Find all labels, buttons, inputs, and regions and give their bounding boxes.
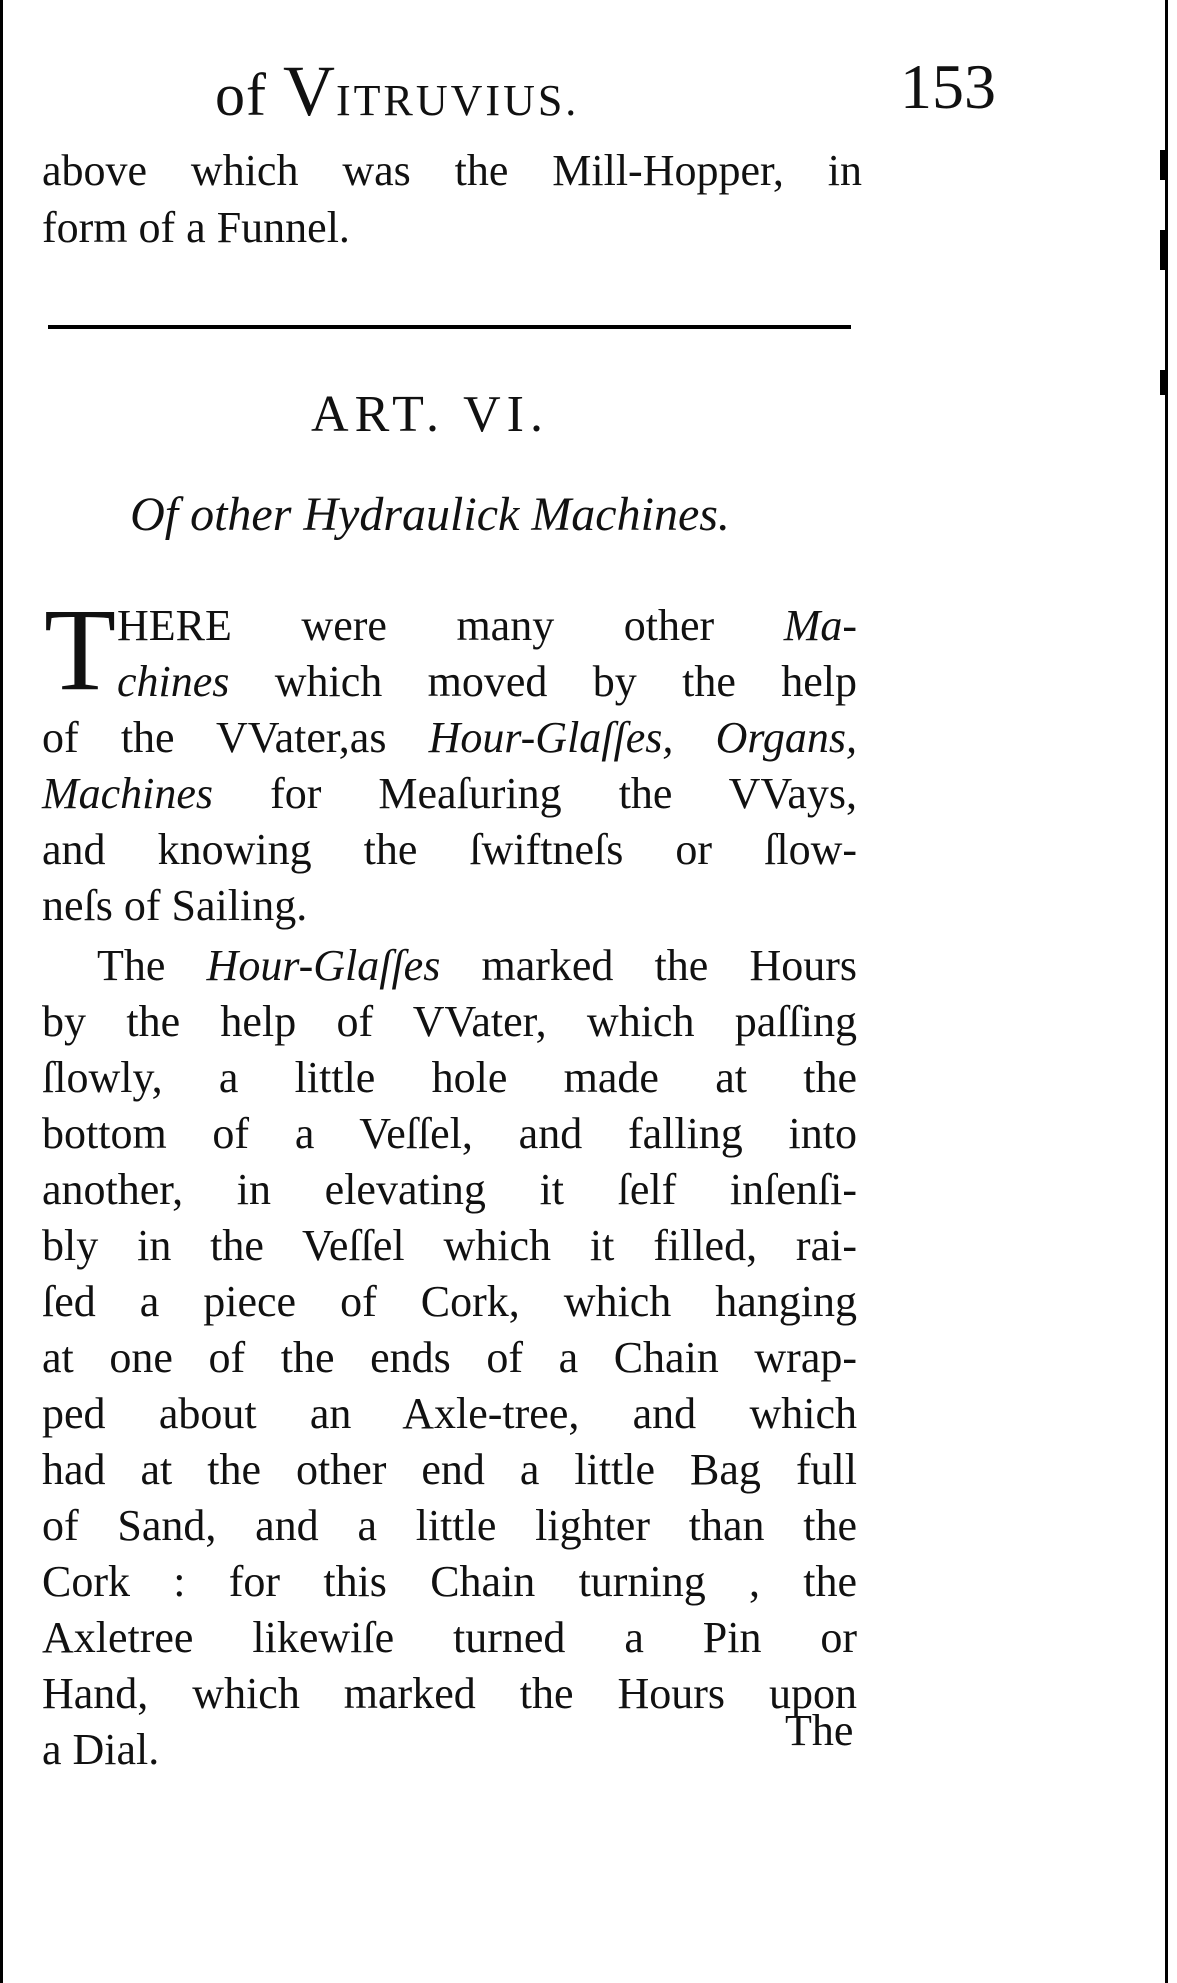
text-line: form of a Funnel. xyxy=(42,203,350,252)
text-line: ped about an Axle-tree, and which xyxy=(42,1389,857,1438)
running-title: of VITRUVIUS. xyxy=(215,51,580,131)
text-line: another, in elevating it ſelf inſenſi- xyxy=(42,1165,857,1214)
page-edge xyxy=(1165,0,1168,1983)
text-line: neſs of Sailing. xyxy=(42,881,308,930)
text-line: at one of the ends of a Chain wrap- xyxy=(42,1333,857,1382)
text-line: of the VVater,as Hour-Glaſſes, Organs, xyxy=(42,713,857,762)
text-line: Axletree likewiſe turned a Pin or xyxy=(42,1613,857,1662)
text-line: bottom of a Veſſel, and falling into xyxy=(42,1109,857,1158)
text-line: chines which moved by the help xyxy=(117,657,857,706)
text-line: ſed a piece of Cork, which hanging xyxy=(42,1277,857,1326)
edge-mark xyxy=(1160,230,1167,270)
catchword: The xyxy=(785,1706,854,1755)
page-number: 153 xyxy=(900,51,996,122)
text-line: The Hour-Glaſſes marked the Hours xyxy=(97,941,857,990)
paragraph xyxy=(42,938,857,1778)
edge-mark xyxy=(1160,370,1167,395)
text-line: had at the other end a little Bag full xyxy=(42,1445,857,1494)
section-rule xyxy=(48,325,851,329)
body-text xyxy=(42,584,857,1778)
text-line: by the help of VVater, which paſſing xyxy=(42,997,857,1046)
page-header xyxy=(0,50,1177,140)
text-line: a Dial. xyxy=(42,1725,160,1774)
text-line: and knowing the ſwiftneſs or ſlow- xyxy=(42,825,857,874)
text-line: Cork : for this Chain turning , the xyxy=(42,1557,857,1606)
section-heading: ART. VI. xyxy=(311,386,549,443)
section-subtitle: Of other Hydraulick Machines. xyxy=(130,488,730,541)
text-line: ſlowly, a little hole made at the xyxy=(42,1053,857,1102)
text-line: above which was the Mill-Hopper, in xyxy=(42,146,862,195)
text-line: Machines for Meaſuring the VVays, xyxy=(42,769,857,818)
text-line: of Sand, and a little lighter than the xyxy=(42,1501,857,1550)
paragraph xyxy=(42,584,857,934)
text-line: Hand, which marked the Hours upon xyxy=(42,1669,857,1718)
drop-cap: T xyxy=(44,584,117,715)
edge-mark xyxy=(1160,150,1167,180)
text-line: HERE were many other Ma- xyxy=(117,601,857,650)
text-line: bly in the Veſſel which it filled, rai- xyxy=(42,1221,857,1270)
continuation-text xyxy=(42,142,862,256)
